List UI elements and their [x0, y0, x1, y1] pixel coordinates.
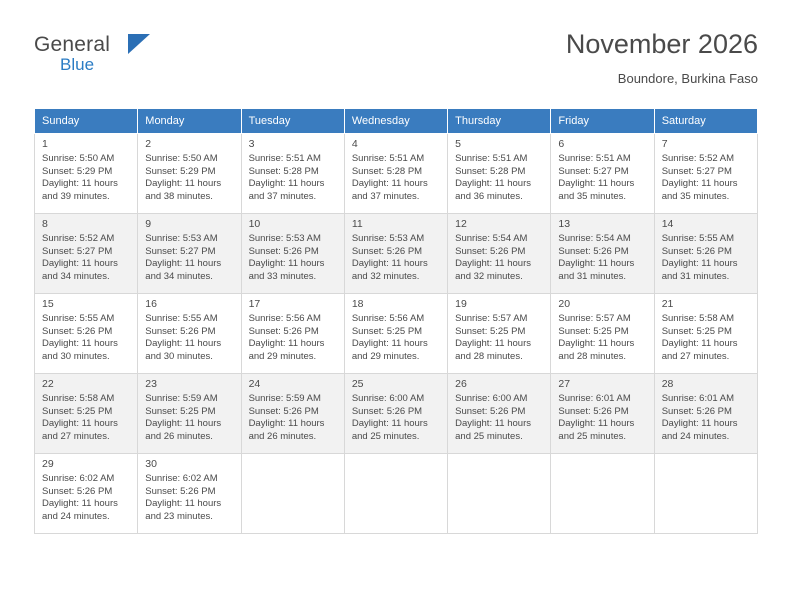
day-daylight2: and 39 minutes.	[42, 190, 110, 202]
day-sunset: Sunset: 5:26 PM	[351, 405, 423, 417]
day-sunrise: Sunrise: 5:51 AM	[248, 153, 321, 164]
day-sunrise: Sunrise: 5:56 AM	[351, 313, 425, 324]
calendar-day-cell	[138, 214, 241, 294]
day-sunset: Sunset: 5:26 PM	[248, 405, 319, 417]
day-daylight1: Daylight: 11 hours	[42, 258, 118, 270]
calendar-week-row	[35, 294, 758, 374]
logo-word-blue: Blue	[60, 55, 95, 74]
calendar-day-cell	[448, 294, 551, 374]
calendar-day-cell	[551, 374, 654, 454]
calendar-day-cell	[654, 214, 757, 294]
day-daylight2: and 37 minutes.	[248, 190, 317, 202]
day-number: 3	[248, 138, 255, 150]
day-daylight1: Daylight: 11 hours	[558, 338, 635, 350]
day-number: 11	[351, 218, 363, 230]
calendar-cell-empty	[241, 454, 344, 534]
day-sunrise: Sunrise: 6:02 AM	[42, 473, 115, 484]
day-daylight1: Daylight: 11 hours	[248, 418, 325, 430]
day-sunrise: Sunrise: 5:54 AM	[455, 233, 528, 244]
day-daylight1: Daylight: 11 hours	[661, 418, 738, 430]
day-daylight1: Daylight: 11 hours	[248, 258, 325, 270]
day-sunrise: Sunrise: 5:59 AM	[145, 393, 218, 404]
calendar-cell-empty	[551, 454, 654, 534]
day-daylight1: Daylight: 11 hours	[455, 258, 531, 270]
day-sunset: Sunset: 5:26 PM	[248, 325, 319, 337]
day-sunset: Sunset: 5:27 PM	[558, 165, 629, 177]
day-daylight1: Daylight: 11 hours	[42, 178, 118, 190]
day-daylight2: and 33 minutes.	[248, 270, 317, 282]
weekday-header-wednesday: Wednesday	[344, 109, 447, 134]
day-sunset: Sunset: 5:26 PM	[248, 245, 319, 257]
day-daylight1: Daylight: 11 hours	[351, 258, 428, 270]
day-daylight2: and 30 minutes.	[145, 350, 213, 362]
day-daylight2: and 29 minutes.	[248, 350, 317, 362]
day-daylight2: and 23 minutes.	[145, 510, 213, 522]
day-sunrise: Sunrise: 5:50 AM	[145, 153, 218, 164]
day-daylight2: and 34 minutes.	[42, 270, 110, 282]
day-sunrise: Sunrise: 6:01 AM	[558, 393, 631, 404]
day-sunrise: Sunrise: 6:02 AM	[145, 473, 218, 484]
day-number: 2	[145, 138, 152, 150]
day-daylight2: and 34 minutes.	[145, 270, 213, 282]
day-sunrise: Sunrise: 5:52 AM	[42, 233, 115, 244]
calendar-day-cell	[35, 294, 138, 374]
day-number: 22	[42, 378, 54, 390]
day-daylight2: and 30 minutes.	[42, 350, 110, 362]
calendar-day-cell	[344, 374, 447, 454]
flag-icon	[128, 34, 150, 54]
day-number: 29	[42, 458, 54, 470]
calendar-cell-empty	[654, 454, 757, 534]
day-daylight2: and 24 minutes.	[661, 430, 730, 442]
day-number: 4	[351, 138, 358, 150]
day-sunset: Sunset: 5:25 PM	[558, 325, 629, 337]
calendar-day-cell	[138, 294, 241, 374]
day-number: 27	[558, 378, 571, 390]
day-daylight2: and 28 minutes.	[558, 350, 627, 362]
weekday-header-sunday: Sunday	[35, 109, 138, 134]
calendar-day-cell	[448, 374, 551, 454]
day-daylight1: Daylight: 11 hours	[248, 338, 325, 350]
day-daylight1: Daylight: 11 hours	[42, 498, 118, 510]
day-number: 28	[661, 378, 674, 390]
day-sunrise: Sunrise: 5:53 AM	[351, 233, 425, 244]
day-sunset: Sunset: 5:25 PM	[455, 325, 526, 337]
calendar-day-cell	[35, 134, 138, 214]
day-sunset: Sunset: 5:27 PM	[661, 165, 732, 177]
day-daylight2: and 26 minutes.	[145, 430, 213, 442]
calendar-day-cell	[654, 374, 757, 454]
day-sunrise: Sunrise: 5:55 AM	[42, 313, 115, 324]
day-daylight1: Daylight: 11 hours	[351, 418, 428, 430]
day-number: 13	[558, 218, 571, 230]
day-daylight2: and 28 minutes.	[455, 350, 523, 362]
day-daylight2: and 36 minutes.	[455, 190, 523, 202]
calendar-day-cell	[654, 134, 757, 214]
day-daylight2: and 32 minutes.	[455, 270, 523, 282]
day-number: 19	[455, 298, 467, 310]
calendar-day-cell	[344, 134, 447, 214]
day-sunrise: Sunrise: 6:01 AM	[661, 393, 735, 404]
day-sunset: Sunset: 5:28 PM	[248, 165, 319, 177]
weekday-header-saturday: Saturday	[654, 109, 757, 134]
day-sunrise: Sunrise: 5:52 AM	[661, 153, 735, 164]
weekday-header-thursday: Thursday	[448, 109, 551, 134]
calendar-cell-empty	[344, 454, 447, 534]
day-number: 6	[558, 138, 565, 150]
day-sunset: Sunset: 5:25 PM	[661, 325, 732, 337]
day-sunrise: Sunrise: 5:53 AM	[248, 233, 321, 244]
day-daylight2: and 37 minutes.	[351, 190, 420, 202]
day-number: 10	[248, 218, 261, 230]
day-daylight1: Daylight: 11 hours	[661, 178, 738, 190]
day-number: 12	[455, 218, 467, 230]
day-sunset: Sunset: 5:26 PM	[558, 405, 629, 417]
calendar-day-cell	[551, 294, 654, 374]
location-label: Boundore, Burkina Faso	[617, 71, 758, 86]
day-sunset: Sunset: 5:27 PM	[42, 245, 113, 257]
day-sunset: Sunset: 5:26 PM	[455, 405, 526, 417]
day-daylight1: Daylight: 11 hours	[661, 338, 738, 350]
day-daylight2: and 29 minutes.	[351, 350, 420, 362]
day-daylight2: and 26 minutes.	[248, 430, 317, 442]
day-daylight2: and 25 minutes.	[351, 430, 420, 442]
calendar-day-cell	[654, 294, 757, 374]
day-number: 25	[351, 378, 364, 390]
day-daylight1: Daylight: 11 hours	[42, 418, 118, 430]
day-sunrise: Sunrise: 5:55 AM	[145, 313, 218, 324]
day-sunrise: Sunrise: 5:51 AM	[455, 153, 528, 164]
day-daylight1: Daylight: 11 hours	[558, 258, 635, 270]
day-sunset: Sunset: 5:27 PM	[145, 245, 216, 257]
logo-word-general: General	[34, 33, 111, 56]
calendar-day-cell	[138, 134, 241, 214]
calendar-table	[34, 109, 758, 534]
day-daylight1: Daylight: 11 hours	[661, 258, 738, 270]
day-daylight1: Daylight: 11 hours	[455, 338, 531, 350]
calendar-week-row	[35, 134, 758, 214]
weekday-header-monday: Monday	[138, 109, 241, 134]
calendar-day-cell	[241, 294, 344, 374]
day-number: 21	[661, 298, 674, 310]
page-title: November 2026	[565, 29, 758, 59]
day-number: 16	[145, 298, 157, 310]
day-daylight2: and 32 minutes.	[351, 270, 420, 282]
day-daylight1: Daylight: 11 hours	[145, 498, 222, 510]
day-sunrise: Sunrise: 5:58 AM	[661, 313, 735, 324]
day-sunrise: Sunrise: 5:53 AM	[145, 233, 218, 244]
calendar-day-cell	[35, 454, 138, 534]
page-header	[34, 28, 758, 98]
day-daylight1: Daylight: 11 hours	[455, 178, 531, 190]
day-daylight1: Daylight: 11 hours	[145, 338, 222, 350]
logo	[34, 28, 164, 74]
calendar-day-cell	[241, 134, 344, 214]
day-sunrise: Sunrise: 5:50 AM	[42, 153, 115, 164]
day-sunrise: Sunrise: 5:51 AM	[351, 153, 425, 164]
day-sunset: Sunset: 5:28 PM	[455, 165, 526, 177]
calendar-week-row	[35, 214, 758, 294]
day-number: 17	[248, 298, 261, 310]
calendar-day-cell	[241, 374, 344, 454]
day-sunset: Sunset: 5:26 PM	[42, 325, 113, 337]
day-sunset: Sunset: 5:29 PM	[42, 165, 113, 177]
calendar-day-cell	[344, 294, 447, 374]
day-sunrise: Sunrise: 5:58 AM	[42, 393, 115, 404]
day-number: 18	[351, 298, 364, 310]
title-block	[566, 28, 758, 87]
day-number: 30	[145, 458, 157, 470]
day-number: 8	[42, 218, 48, 230]
day-sunrise: Sunrise: 5:59 AM	[248, 393, 321, 404]
day-daylight1: Daylight: 11 hours	[42, 338, 118, 350]
day-number: 23	[145, 378, 157, 390]
day-sunrise: Sunrise: 5:51 AM	[558, 153, 631, 164]
calendar-day-cell	[35, 374, 138, 454]
day-sunset: Sunset: 5:26 PM	[42, 485, 113, 497]
calendar-day-cell	[138, 454, 241, 534]
day-daylight2: and 38 minutes.	[145, 190, 213, 202]
calendar-day-cell	[448, 134, 551, 214]
day-sunrise: Sunrise: 6:00 AM	[351, 393, 425, 404]
day-sunset: Sunset: 5:25 PM	[42, 405, 113, 417]
day-sunrise: Sunrise: 5:56 AM	[248, 313, 321, 324]
day-number: 9	[145, 218, 152, 230]
day-sunset: Sunset: 5:25 PM	[351, 325, 423, 337]
day-sunset: Sunset: 5:25 PM	[145, 405, 216, 417]
day-sunset: Sunset: 5:26 PM	[455, 245, 526, 257]
weekday-header-friday: Friday	[551, 109, 654, 134]
calendar-day-cell	[551, 214, 654, 294]
day-sunset: Sunset: 5:26 PM	[145, 485, 216, 497]
day-sunset: Sunset: 5:26 PM	[661, 405, 732, 417]
day-number: 5	[455, 138, 461, 150]
day-daylight2: and 31 minutes.	[558, 270, 627, 282]
calendar-day-cell	[551, 134, 654, 214]
day-daylight2: and 25 minutes.	[455, 430, 523, 442]
day-daylight2: and 25 minutes.	[558, 430, 627, 442]
day-daylight2: and 35 minutes.	[661, 190, 730, 202]
day-sunset: Sunset: 5:26 PM	[661, 245, 732, 257]
day-number: 15	[42, 298, 54, 310]
day-daylight2: and 31 minutes.	[661, 270, 730, 282]
day-sunrise: Sunrise: 5:55 AM	[661, 233, 735, 244]
day-number: 14	[661, 218, 674, 230]
day-sunset: Sunset: 5:26 PM	[145, 325, 216, 337]
day-number: 26	[455, 378, 467, 390]
weekday-header-tuesday: Tuesday	[241, 109, 344, 134]
weekday-header-row	[35, 109, 758, 134]
day-number: 20	[558, 298, 571, 310]
day-daylight2: and 27 minutes.	[661, 350, 730, 362]
day-daylight2: and 27 minutes.	[42, 430, 110, 442]
calendar-week-row	[35, 454, 758, 534]
day-sunrise: Sunrise: 5:57 AM	[558, 313, 631, 324]
day-daylight1: Daylight: 11 hours	[558, 178, 635, 190]
day-daylight1: Daylight: 11 hours	[455, 418, 531, 430]
calendar-day-cell	[35, 214, 138, 294]
day-daylight1: Daylight: 11 hours	[145, 418, 222, 430]
calendar-cell-empty	[448, 454, 551, 534]
day-sunset: Sunset: 5:29 PM	[145, 165, 216, 177]
day-daylight1: Daylight: 11 hours	[248, 178, 325, 190]
day-daylight2: and 35 minutes.	[558, 190, 627, 202]
day-daylight1: Daylight: 11 hours	[351, 178, 428, 190]
day-daylight1: Daylight: 11 hours	[145, 178, 222, 190]
day-sunset: Sunset: 5:26 PM	[558, 245, 629, 257]
calendar-day-cell	[344, 214, 447, 294]
calendar-day-cell	[241, 214, 344, 294]
day-number: 1	[42, 138, 48, 150]
day-sunrise: Sunrise: 6:00 AM	[455, 393, 528, 404]
day-daylight1: Daylight: 11 hours	[145, 258, 222, 270]
calendar-week-row	[35, 374, 758, 454]
day-sunrise: Sunrise: 5:54 AM	[558, 233, 631, 244]
calendar-day-cell	[138, 374, 241, 454]
calendar-day-cell	[448, 214, 551, 294]
day-sunset: Sunset: 5:28 PM	[351, 165, 423, 177]
day-number: 24	[248, 378, 261, 390]
day-daylight1: Daylight: 11 hours	[558, 418, 635, 430]
day-sunrise: Sunrise: 5:57 AM	[455, 313, 528, 324]
day-sunset: Sunset: 5:26 PM	[351, 245, 423, 257]
day-daylight2: and 24 minutes.	[42, 510, 110, 522]
day-number: 7	[661, 138, 668, 150]
day-daylight1: Daylight: 11 hours	[351, 338, 428, 350]
